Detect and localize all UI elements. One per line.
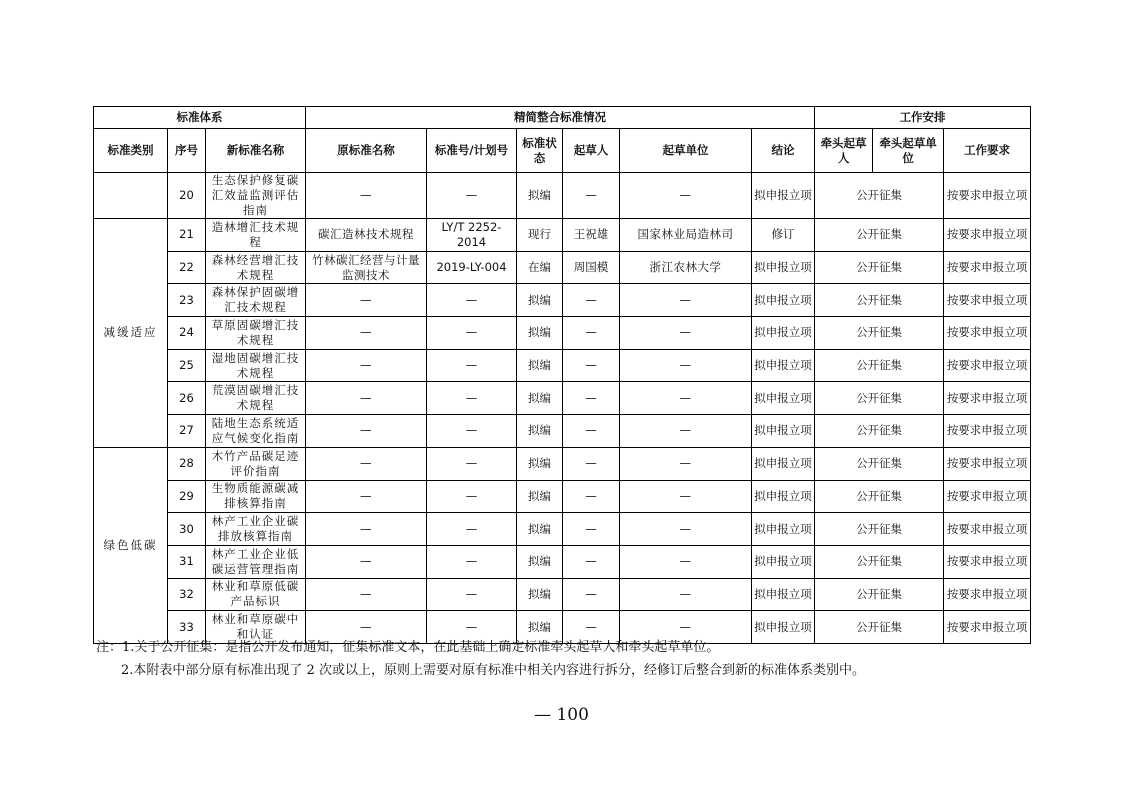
- col-drafter: 起草人: [563, 129, 620, 173]
- orig-name-cell: 竹林碳汇经营与计量监测技术: [306, 251, 427, 284]
- footnotes: [96, 636, 865, 682]
- unit-cell: —: [620, 415, 752, 448]
- new-name-cell: 森林保护固碳增汇技术规程: [206, 284, 306, 317]
- conclusion-cell: 拟申报立项: [752, 578, 815, 611]
- orig-name-cell: —: [306, 349, 427, 382]
- drafter-cell: —: [563, 284, 620, 317]
- table-row: [94, 349, 1031, 382]
- new-name-cell: 林产工业企业碳排放核算指南: [206, 513, 306, 546]
- new-name-cell: 林业和草原低碳产品标识: [206, 578, 306, 611]
- status-cell: 拟编: [517, 447, 563, 480]
- status-cell: 拟编: [517, 173, 563, 219]
- seq-cell: 33: [168, 611, 206, 644]
- lead-cell: 公开征集: [815, 513, 944, 546]
- seq-cell: 21: [168, 219, 206, 252]
- seq-cell: 26: [168, 382, 206, 415]
- drafter-cell: —: [563, 513, 620, 546]
- new-name-cell: 陆地生态系统适应气候变化指南: [206, 415, 306, 448]
- drafter-cell: 周国模: [563, 251, 620, 284]
- table-row: [94, 480, 1031, 513]
- seq-cell: 28: [168, 447, 206, 480]
- orig-name-cell: —: [306, 611, 427, 644]
- col-std-no: 标准号/计划号: [427, 129, 517, 173]
- lead-cell: 公开征集: [815, 349, 944, 382]
- new-name-cell: 造林增汇技术规程: [206, 219, 306, 252]
- unit-cell: 浙江农林大学: [620, 251, 752, 284]
- status-cell: 拟编: [517, 284, 563, 317]
- table-row: [94, 284, 1031, 317]
- new-name-cell: 生物质能源碳减排核算指南: [206, 480, 306, 513]
- std-no-cell: —: [427, 611, 517, 644]
- status-cell: 拟编: [517, 578, 563, 611]
- seq-cell: 22: [168, 251, 206, 284]
- std-no-cell: —: [427, 578, 517, 611]
- unit-cell: —: [620, 284, 752, 317]
- unit-cell: —: [620, 317, 752, 350]
- conclusion-cell: 拟申报立项: [752, 284, 815, 317]
- std-no-cell: —: [427, 382, 517, 415]
- unit-cell: —: [620, 382, 752, 415]
- orig-name-cell: —: [306, 317, 427, 350]
- col-seq: 序号: [168, 129, 206, 173]
- col-new-name: 新标准名称: [206, 129, 306, 173]
- lead-cell: 公开征集: [815, 480, 944, 513]
- std-no-cell: —: [427, 545, 517, 578]
- new-name-cell: 木竹产品碳足迹评价指南: [206, 447, 306, 480]
- requirement-cell: 按要求申报立项: [944, 251, 1031, 284]
- lead-cell: 公开征集: [815, 415, 944, 448]
- col-category: 标准类别: [94, 129, 168, 173]
- col-unit: 起草单位: [620, 129, 752, 173]
- conclusion-cell: 修订: [752, 219, 815, 252]
- conclusion-cell: 拟申报立项: [752, 447, 815, 480]
- table-row: [94, 382, 1031, 415]
- conclusion-cell: 拟申报立项: [752, 251, 815, 284]
- new-name-cell: 荒漠固碳增汇技术规程: [206, 382, 306, 415]
- lead-cell: 公开征集: [815, 173, 944, 219]
- status-cell: 拟编: [517, 513, 563, 546]
- group-header-system: 标准体系: [94, 107, 306, 129]
- seq-cell: 24: [168, 317, 206, 350]
- conclusion-cell: 拟申报立项: [752, 415, 815, 448]
- status-cell: 拟编: [517, 317, 563, 350]
- status-cell: 拟编: [517, 382, 563, 415]
- table-row: [94, 447, 1031, 480]
- new-name-cell: 林业和草原碳中和认证: [206, 611, 306, 644]
- page-number: — 100: [534, 705, 589, 725]
- lead-cell: 公开征集: [815, 611, 944, 644]
- new-name-cell: 森林经营增汇技术规程: [206, 251, 306, 284]
- conclusion-cell: 拟申报立项: [752, 480, 815, 513]
- status-cell: 拟编: [517, 349, 563, 382]
- conclusion-cell: 拟申报立项: [752, 513, 815, 546]
- lead-cell: 公开征集: [815, 545, 944, 578]
- std-no-cell: —: [427, 284, 517, 317]
- status-cell: 现行: [517, 219, 563, 252]
- col-lead-drafter: 牵头起草人: [815, 129, 873, 173]
- seq-cell: 25: [168, 349, 206, 382]
- unit-cell: —: [620, 447, 752, 480]
- orig-name-cell: —: [306, 173, 427, 219]
- unit-cell: —: [620, 349, 752, 382]
- category-cell: 减缓适应: [94, 219, 168, 448]
- drafter-cell: —: [563, 578, 620, 611]
- std-no-cell: LY/T 2252-2014: [427, 219, 517, 252]
- category-cell: [94, 173, 168, 219]
- table-row: [94, 173, 1031, 219]
- unit-cell: —: [620, 611, 752, 644]
- drafter-cell: —: [563, 480, 620, 513]
- col-lead-unit: 牵头起草单位: [873, 129, 944, 173]
- unit-cell: —: [620, 545, 752, 578]
- orig-name-cell: —: [306, 513, 427, 546]
- std-no-cell: —: [427, 415, 517, 448]
- drafter-cell: —: [563, 173, 620, 219]
- requirement-cell: 按要求申报立项: [944, 173, 1031, 219]
- seq-cell: 29: [168, 480, 206, 513]
- orig-name-cell: —: [306, 382, 427, 415]
- std-no-cell: —: [427, 480, 517, 513]
- requirement-cell: 按要求申报立项: [944, 611, 1031, 644]
- conclusion-cell: 拟申报立项: [752, 173, 815, 219]
- lead-cell: 公开征集: [815, 317, 944, 350]
- table-row: [94, 317, 1031, 350]
- col-orig-name: 原标准名称: [306, 129, 427, 173]
- col-conclusion: 结论: [752, 129, 815, 173]
- orig-name-cell: —: [306, 480, 427, 513]
- requirement-cell: 按要求申报立项: [944, 578, 1031, 611]
- std-no-cell: —: [427, 173, 517, 219]
- std-no-cell: —: [427, 447, 517, 480]
- seq-cell: 27: [168, 415, 206, 448]
- conclusion-cell: 拟申报立项: [752, 317, 815, 350]
- status-cell: 在编: [517, 251, 563, 284]
- category-cell: 绿色低碳: [94, 447, 168, 643]
- orig-name-cell: 碳汇造林技术规程: [306, 219, 427, 252]
- requirement-cell: 按要求申报立项: [944, 447, 1031, 480]
- seq-cell: 30: [168, 513, 206, 546]
- lead-cell: 公开征集: [815, 251, 944, 284]
- lead-cell: 公开征集: [815, 219, 944, 252]
- unit-cell: —: [620, 578, 752, 611]
- status-cell: 拟编: [517, 415, 563, 448]
- table-row: [94, 545, 1031, 578]
- conclusion-cell: 拟申报立项: [752, 349, 815, 382]
- lead-cell: 公开征集: [815, 382, 944, 415]
- drafter-cell: —: [563, 545, 620, 578]
- drafter-cell: —: [563, 349, 620, 382]
- seq-cell: 23: [168, 284, 206, 317]
- requirement-cell: 按要求申报立项: [944, 513, 1031, 546]
- requirement-cell: 按要求申报立项: [944, 284, 1031, 317]
- new-name-cell: 草原固碳增汇技术规程: [206, 317, 306, 350]
- table-row: [94, 219, 1031, 252]
- orig-name-cell: —: [306, 545, 427, 578]
- drafter-cell: —: [563, 415, 620, 448]
- table-row: [94, 578, 1031, 611]
- new-name-cell: 湿地固碳增汇技术规程: [206, 349, 306, 382]
- requirement-cell: 按要求申报立项: [944, 317, 1031, 350]
- col-status: 标准状态: [517, 129, 563, 173]
- lead-cell: 公开征集: [815, 284, 944, 317]
- new-name-cell: 生态保护修复碳汇效益监测评估指南: [206, 173, 306, 219]
- unit-cell: —: [620, 480, 752, 513]
- seq-cell: 31: [168, 545, 206, 578]
- orig-name-cell: —: [306, 284, 427, 317]
- table-row: [94, 251, 1031, 284]
- seq-cell: 20: [168, 173, 206, 219]
- drafter-cell: —: [563, 382, 620, 415]
- table-row: [94, 415, 1031, 448]
- orig-name-cell: —: [306, 447, 427, 480]
- unit-cell: —: [620, 513, 752, 546]
- requirement-cell: 按要求申报立项: [944, 349, 1031, 382]
- conclusion-cell: 拟申报立项: [752, 382, 815, 415]
- status-cell: 拟编: [517, 611, 563, 644]
- standards-table: [93, 106, 1031, 644]
- col-requirement: 工作要求: [944, 129, 1031, 173]
- group-header-streamline: 精简整合标准情况: [306, 107, 815, 129]
- requirement-cell: 按要求申报立项: [944, 382, 1031, 415]
- drafter-cell: —: [563, 611, 620, 644]
- status-cell: 拟编: [517, 480, 563, 513]
- std-no-cell: —: [427, 317, 517, 350]
- conclusion-cell: 拟申报立项: [752, 545, 815, 578]
- orig-name-cell: —: [306, 415, 427, 448]
- unit-cell: —: [620, 173, 752, 219]
- note-1: 注：1.关于公开征集：是指公开发布通知，征集标准文本，在此基础上确定标准牵头起草人和牵头起草单位。: [96, 640, 720, 655]
- std-no-cell: —: [427, 513, 517, 546]
- lead-cell: 公开征集: [815, 447, 944, 480]
- table-row: [94, 513, 1031, 546]
- status-cell: 拟编: [517, 545, 563, 578]
- new-name-cell: 林产工业企业低碳运营管理指南: [206, 545, 306, 578]
- unit-cell: 国家林业局造林司: [620, 219, 752, 252]
- drafter-cell: —: [563, 447, 620, 480]
- table-body: [94, 173, 1031, 644]
- std-no-cell: 2019-LY-004: [427, 251, 517, 284]
- seq-cell: 32: [168, 578, 206, 611]
- orig-name-cell: —: [306, 578, 427, 611]
- requirement-cell: 按要求申报立项: [944, 219, 1031, 252]
- conclusion-cell: 拟申报立项: [752, 611, 815, 644]
- requirement-cell: 按要求申报立项: [944, 480, 1031, 513]
- requirement-cell: 按要求申报立项: [944, 545, 1031, 578]
- note-2: 2.本附表中部分原有标准出现了 2 次或以上，原则上需要对原有标准中相关内容进行拆分，经修订后整合到新的标准体系类别中。: [121, 663, 865, 678]
- drafter-cell: 王祝雄: [563, 219, 620, 252]
- std-no-cell: —: [427, 349, 517, 382]
- group-header-arrangement: 工作安排: [815, 107, 1031, 129]
- lead-cell: 公开征集: [815, 578, 944, 611]
- drafter-cell: —: [563, 317, 620, 350]
- requirement-cell: 按要求申报立项: [944, 415, 1031, 448]
